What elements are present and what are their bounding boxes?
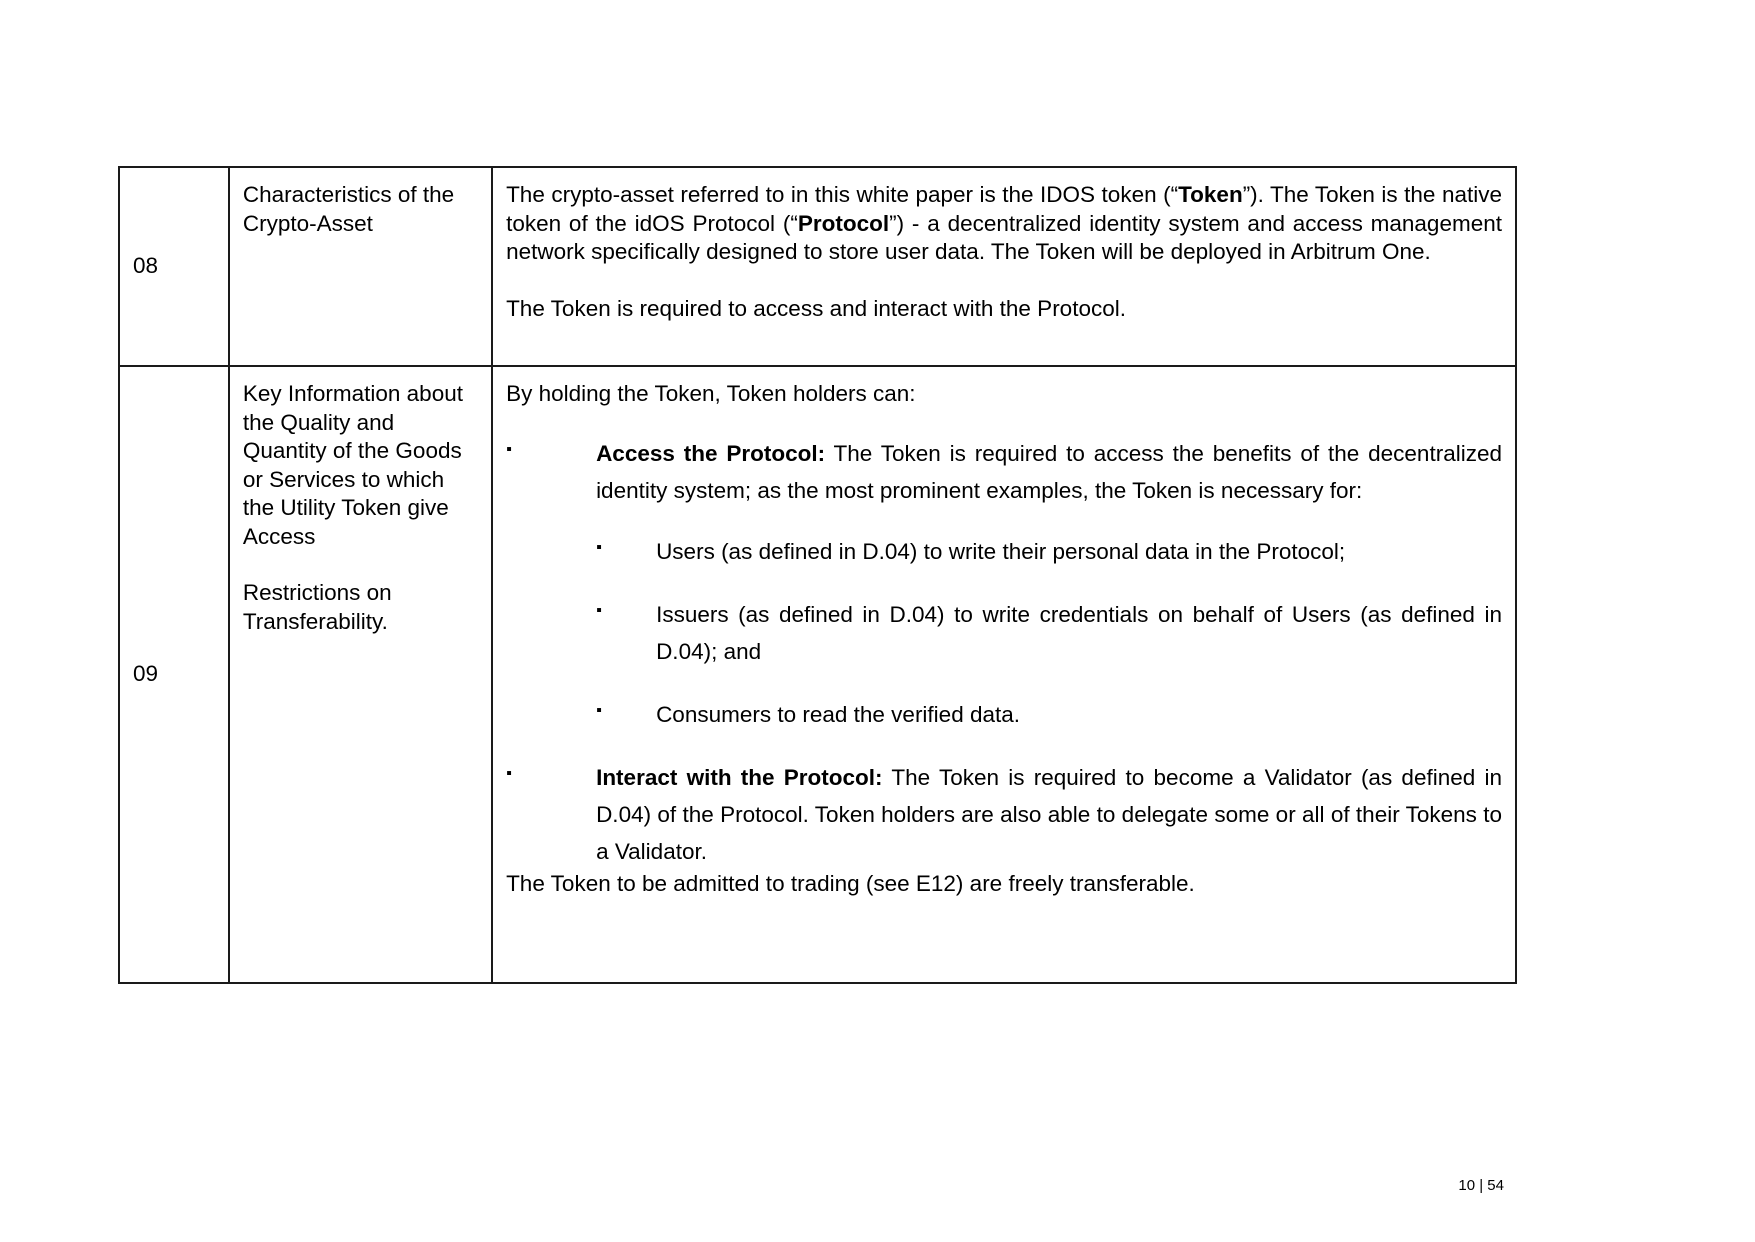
content-paragraph: The Token is required to access and interact with the Protocol.	[506, 295, 1126, 321]
bullet-icon: ▪	[506, 764, 512, 782]
row-label	[229, 167, 492, 366]
bullet-icon: ▪	[596, 701, 602, 719]
table-row	[119, 167, 1516, 366]
row-label-text: Characteristics of the Crypto-Asset	[242, 182, 455, 236]
sub-bullet-item	[506, 596, 1502, 670]
content-paragraph: The crypto-asset referred to in this white paper is the IDOS token (“Token”). The Token is the native token of the idOS Protocol (“Protocol”) - a decentralized identity system and access management network specifically designed to store user data. The Token will be deployed in Arbitrum One.	[506, 182, 1502, 264]
bullet-item	[506, 759, 1502, 870]
row-content	[492, 167, 1516, 366]
info-table	[118, 166, 1517, 984]
sub-bullet-text: Users (as defined in D.04) to write their personal data in the Protocol;	[656, 538, 1346, 564]
sub-bullet-item	[506, 696, 1502, 733]
bullet-text: The Token is required to become a Validator (as defined in D.04) of the Protocol. Token holders are also able to delegate some or all of their Tokens to a Validator.	[596, 764, 1503, 864]
sub-bullet-text: Issuers (as defined in D.04) to write credentials on behalf of Users (as defined in D.04); and	[656, 601, 1502, 664]
bullet-text: The Token is required to access the benefits of the decentralized identity system; as the most prominent examples, the Token is necessary for:	[596, 440, 1502, 503]
defined-term-token: Token	[1178, 182, 1243, 207]
row-content	[492, 366, 1516, 983]
page-number: 10 | 54	[1458, 1177, 1504, 1194]
row-label	[229, 366, 492, 983]
bullet-icon: ▪	[506, 440, 512, 458]
content-closing: The Token to be admitted to trading (see E12) are freely transferable.	[506, 870, 1195, 896]
table-row	[119, 366, 1516, 983]
defined-term-protocol: Protocol	[797, 210, 890, 236]
bullet-title: Access the Protocol:	[596, 440, 826, 466]
row-number: 09	[119, 366, 229, 983]
content-intro: By holding the Token, Token holders can:	[506, 381, 916, 406]
sub-bullet-text: Consumers to read the verified data.	[656, 701, 1021, 727]
bullet-icon: ▪	[596, 601, 602, 619]
bullet-icon: ▪	[596, 538, 602, 556]
bullet-item	[506, 435, 1502, 509]
row-number: 08	[119, 167, 229, 366]
bullet-title: Interact with the Protocol:	[596, 764, 883, 790]
row-label-text: Key Information about the Quality and Quantity of the Goods or Services to which the Utility Token give Access	[242, 381, 463, 549]
row-label-text: Restrictions on Transferability.	[242, 580, 392, 634]
sub-bullet-item	[506, 533, 1502, 570]
